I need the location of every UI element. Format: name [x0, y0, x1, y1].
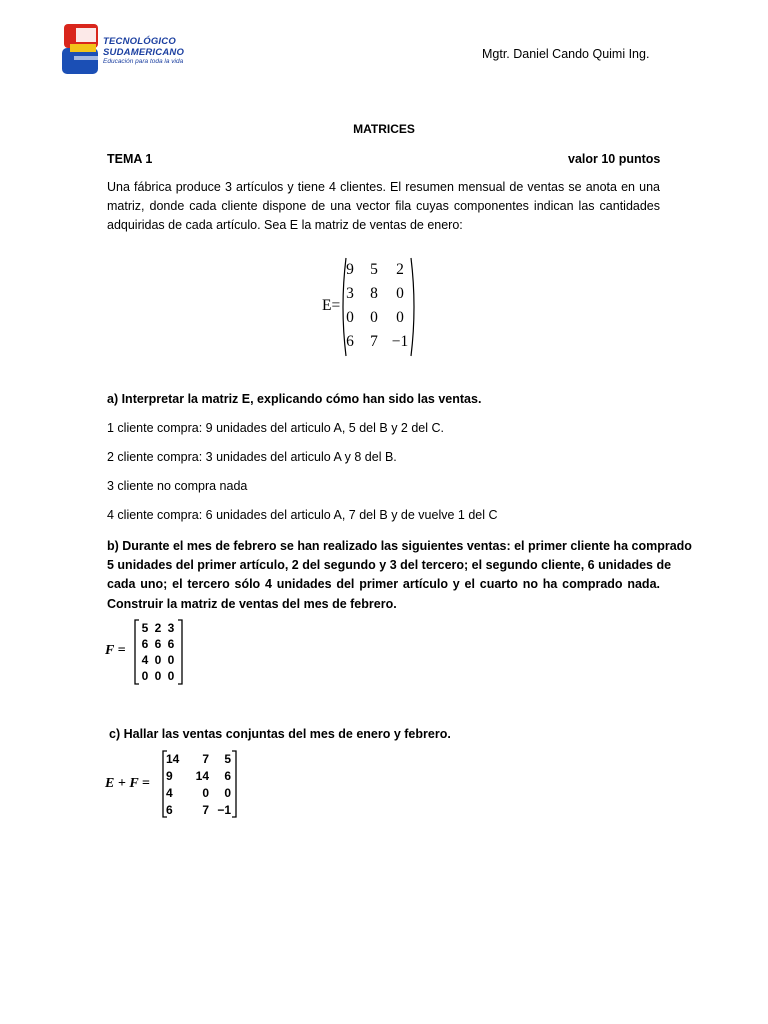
matrix-cell: 7 — [202, 752, 209, 766]
matrix-cell: 0 — [202, 786, 209, 800]
matrix-sum-label: E + F = — [105, 776, 150, 791]
matrix-cell: 6 — [154, 637, 162, 651]
matrix-cell: 3 — [167, 621, 175, 635]
matrix-cell: 4 — [166, 786, 173, 800]
matrix-cell: 14 — [166, 752, 180, 766]
intro-line: adquiridas de cada artículo. Sea E la matriz de ventas de enero: — [107, 218, 463, 233]
matrix-cell: 5 — [141, 621, 149, 635]
page-title: MATRICES — [353, 122, 415, 136]
matrix-cell: 0 — [396, 309, 404, 326]
author-name: Mgtr. Daniel Cando Quimi Ing. — [482, 47, 650, 61]
matrix-f — [105, 619, 195, 689]
matrix-cell: 0 — [370, 309, 378, 326]
answer-line: 3 cliente no compra nada — [107, 479, 248, 493]
matrix-cell: 3 — [346, 285, 354, 302]
matrix-sum — [105, 750, 245, 820]
matrix-cell: 0 — [346, 309, 354, 326]
matrix-cell: 9 — [166, 769, 173, 783]
matrix-cell: 0 — [167, 669, 175, 683]
matrix-f-label: F = — [105, 643, 126, 658]
answer-line: 1 cliente compra: 9 unidades del articulo A, 5 del B y 2 del C. — [107, 421, 444, 435]
matrix-cell: 6 — [167, 637, 175, 651]
question-c: c) Hallar las ventas conjuntas del mes de enero y febrero. — [109, 727, 451, 741]
matrix-cell: 6 — [141, 637, 149, 651]
right-bracket-icon — [177, 619, 183, 685]
topic-label: TEMA 1 — [107, 152, 153, 166]
matrix-cell: 0 — [224, 786, 231, 800]
intro-paragraph — [107, 178, 660, 236]
logo-line-1: TECNOLÓGICO — [103, 36, 176, 47]
intro-line: matriz, donde cada cliente dispone de una vector fila cuyas componentes indican las cantidades — [107, 199, 660, 214]
answer-line: 2 cliente compra: 3 unidades del articulo A y 8 del B. — [107, 450, 397, 464]
question-a: a) Interpretar la matriz E, explicando cómo han sido las ventas. — [107, 392, 482, 406]
matrix-e-label: E= — [322, 297, 341, 314]
matrix-cell: 14 — [195, 769, 209, 783]
matrix-cell: 6 — [224, 769, 231, 783]
matrix-cell: 7 — [202, 803, 209, 817]
question-b-line: Construir la matriz de ventas del mes de febrero. — [107, 596, 397, 611]
question-b-line: b) Durante el mes de febrero se han realizado las siguientes ventas: el primer cliente ha comprado — [107, 539, 692, 553]
matrix-cell: 8 — [370, 285, 378, 302]
matrix-cell: 0 — [154, 669, 162, 683]
matrix-cell: 0 — [396, 285, 404, 302]
matrix-cell: 0 — [154, 653, 162, 667]
question-b — [107, 537, 692, 614]
question-b-line: 5 unidades del primer artículo, 2 del segundo y 3 del tercero; el segundo cliente, 6 unidades de — [107, 558, 672, 573]
matrix-cell: 7 — [370, 333, 378, 350]
matrix-cell: 2 — [154, 621, 162, 635]
matrix-cell: 0 — [167, 653, 175, 667]
matrix-cell: 5 — [224, 752, 231, 766]
matrix-cell: 9 — [346, 261, 354, 278]
answer-line: 4 cliente compra: 6 unidades del articulo A, 7 del B y de vuelve 1 del C — [107, 508, 498, 522]
intro-line: Una fábrica produce 3 artículos y tiene 4 clientes. El resumen mensual de ventas se anota en una — [107, 180, 660, 194]
right-bracket-icon — [231, 750, 237, 818]
matrix-cell: 0 — [141, 669, 149, 683]
matrix-cell: 6 — [346, 333, 354, 350]
matrix-cell: −1 — [217, 803, 231, 817]
institution-logo — [60, 22, 210, 80]
logo-line-2: SUDAMERICANO — [103, 47, 185, 58]
matrix-cell: 5 — [370, 261, 378, 278]
matrix-cell: 2 — [396, 261, 404, 278]
logo-tagline: Educación para toda la vida — [103, 58, 184, 65]
matrix-e — [322, 257, 432, 357]
matrix-cell: 4 — [141, 653, 149, 667]
matrix-cell: −1 — [391, 333, 409, 350]
question-b-line: cada uno; el tercero sólo 4 unidades del primer artículo y el cuarto no ha comprado nada. — [107, 577, 660, 592]
points-value: valor 10 puntos — [568, 152, 661, 166]
logo-emblem-icon — [60, 22, 104, 80]
matrix-cell: 6 — [166, 803, 173, 817]
